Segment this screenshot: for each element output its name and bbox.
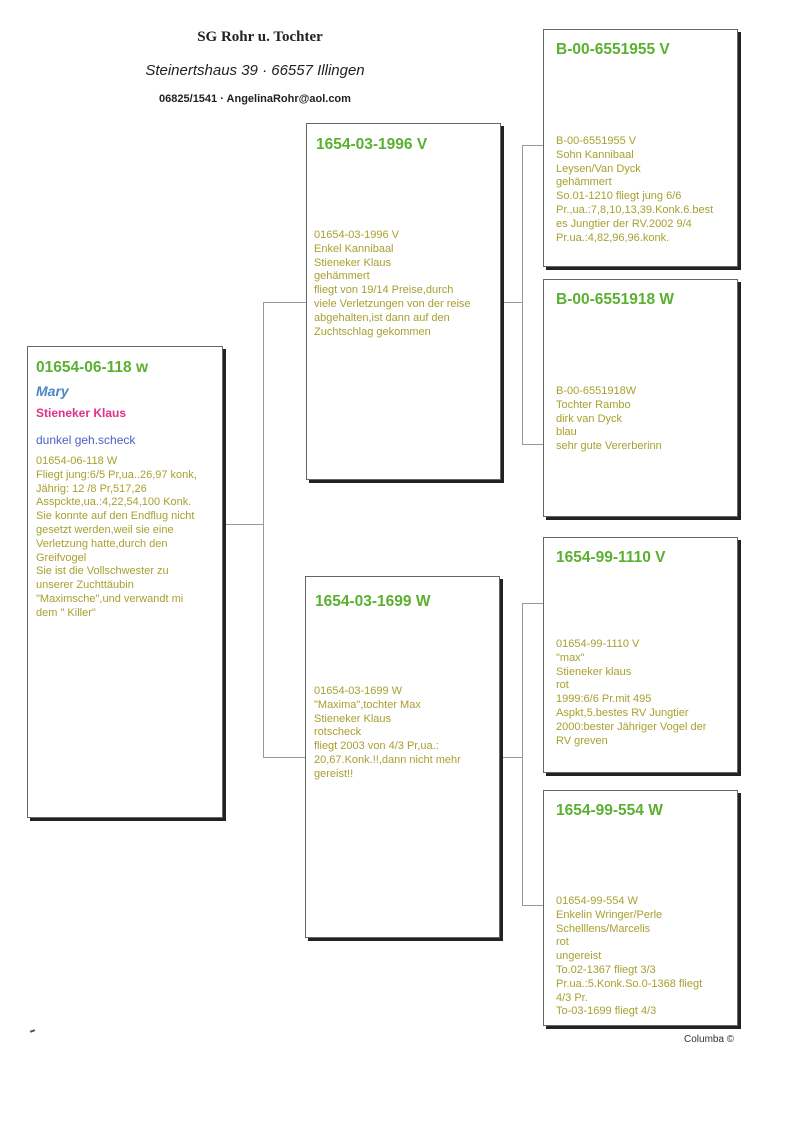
dam-sire-details: 01654-99-1110 V "max" Stieneker klaus rot 1999:6/6 Pr.mit 495 Aspkt,5.bestes RV Jungtier 2000:bester Jähriger Vogel der RV greven [556,638,707,747]
subject-ring-number: 01654-06-118 w [36,359,149,376]
dam-dam-ring-number: 1654-99-554 W [556,802,663,819]
connector-sire-sire [522,145,543,146]
dam-card [305,576,500,938]
dam-sire-ring-number: 1654-99-1110 V [556,549,666,566]
subject-details: 01654-06-118 W Fliegt jung:6/5 Pr,ua..26,97 konk, Jährig: 12 /8 Pr,517,26 Asspckte,ua.:4,22,54,100 Konk. Sie konnte auf den Endflug nicht gesetzt werden,weil sie eine Verletzung hatte,durch den Greifvogel Sie ist die Vollschwester zu unserer Zuchttäubin "Maximsche",und verwandt mi dem " Killer" [36,455,197,619]
connector-subject [223,524,264,525]
connector-dam-out [500,757,523,758]
subject-color: dunkel geh.scheck [36,433,136,447]
dam-ring-number: 1654-03-1699 W [315,593,431,610]
sire-sire-card [543,29,738,267]
dam-details: 01654-03-1699 W "Maxima",tochter Max Stieneker Klaus rotscheck fliegt 2003 von 4/3 Pr,ua.: 20,67.Konk.!!,dann nicht mehr gereist!! [314,685,461,780]
dam-dam-card [543,790,738,1026]
sire-sire-details: B-00-6551955 V Sohn Kannibaal Leysen/Van Dyck gehämmert So.01-1210 fliegt jung 6/6 Pr.,ua.:7,8,10,13,39.Konk.6.best es Jungtier der RV.2002 9/4 Pr.ua.:4,82,96,96.konk. [556,135,714,244]
scan-speck [30,1029,35,1033]
subject-card [27,346,223,818]
connector-dam-sire [522,603,543,604]
software-credit: Columba © [684,1034,735,1045]
sire-dam-details: B-00-6551918W Tochter Rambo dirk van Dyck blau sehr gute Vererberinn [556,385,662,453]
subject-name: Mary [36,383,69,399]
breeder-address: Steinertshaus 39 · 66557 Illingen [145,62,365,79]
connector-sire-vertical [522,145,523,445]
connector-sire-out [501,302,523,303]
sire-sire-ring-number: B-00-6551955 V [556,41,670,58]
sire-dam-card [543,279,738,517]
sire-card [306,123,501,480]
connector-dam-vertical [522,603,523,906]
connector-parents-vertical [263,302,264,758]
dam-dam-details: 01654-99-554 W Enkelin Wringer/Perle Schelllens/Marcelis rot ungereist To.02-1367 fliegt 3/3 Pr.ua.:5.Konk.So.0-1368 fliegt 4/3 Pr. To-03-1699 fliegt 4/3 [556,895,703,1018]
subject-owner: Stieneker Klaus [36,406,127,420]
sire-dam-ring-number: B-00-6551918 W [556,291,675,308]
connector-sire-dam [522,444,543,445]
sire-details: 01654-03-1996 V Enkel Kannibaal Stieneker Klaus gehämmert fliegt von 19/14 Preise,durch viele Verletzungen von der reise abgehalten,ist dann auf den Zuchtschlag gekommen [314,229,471,338]
breeder-name: SG Rohr u. Tochter [197,29,323,45]
connector-dam-dam [522,905,543,906]
connector-sire [263,302,306,303]
dam-sire-card [543,537,738,773]
connector-dam [263,757,306,758]
sire-ring-number: 1654-03-1996 V [316,136,428,153]
breeder-contact: 06825/1541 · AngelinaRohr@aol.com [159,93,351,105]
